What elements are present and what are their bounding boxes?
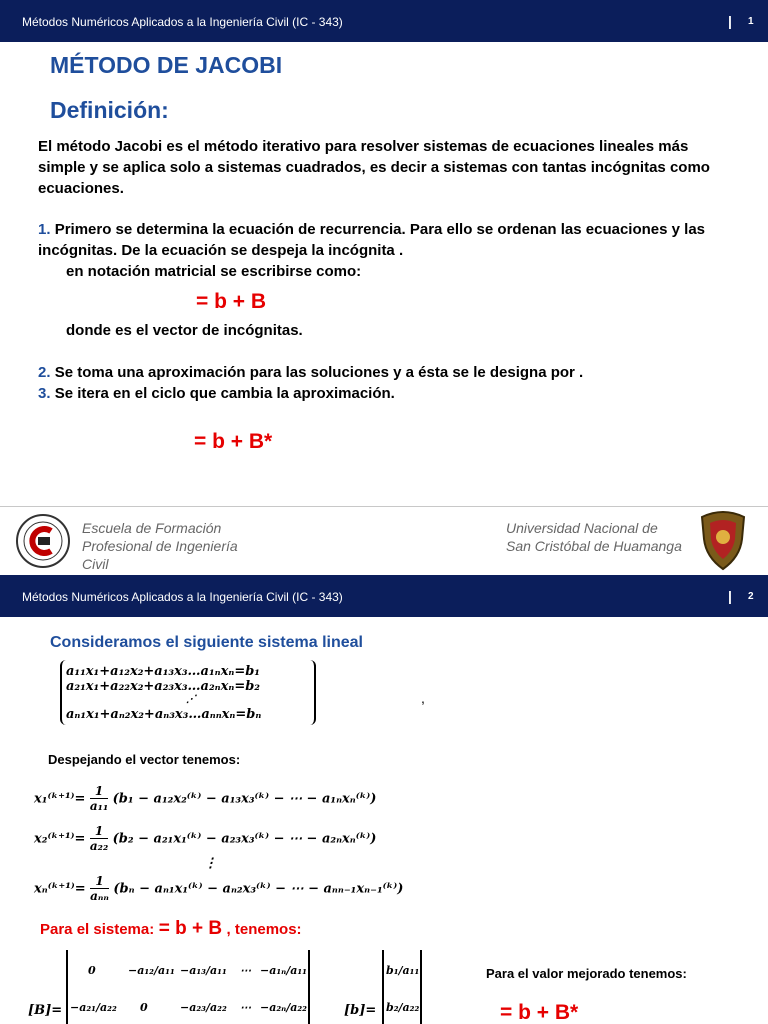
page-number-2: 2 (748, 591, 754, 602)
iteration-eq-n (34, 874, 403, 903)
matrix-B-label: [B]= (28, 1003, 63, 1018)
page-number: 1 (748, 16, 754, 27)
slide-title: MÉTODO DE JACOBI (50, 52, 283, 78)
para-el-sistema-line (40, 918, 302, 940)
B-r2-c5: −a₂ₙ/a₂₂ (260, 1001, 307, 1014)
B-r1-c2: −a₁₂/a₁₁ (128, 964, 175, 977)
B-r1-c4: ⋯ (240, 964, 251, 977)
footer-faculty (82, 519, 238, 573)
step-3-number: 3. (38, 385, 51, 402)
iter-2-num: 1 (90, 824, 108, 839)
B-r2-c2: 0 (140, 1001, 148, 1014)
slide2-header-bar (0, 575, 768, 617)
iter-2-den: a₂₂ (89, 839, 109, 853)
system-dots: ⋰ (186, 694, 196, 705)
B-r1-c3: −a₁₃/a₁₁ (180, 964, 227, 977)
para-el-sistema-label: Para el sistema: (40, 921, 155, 938)
system-row-2: a₂₁x₁+a₂₂x₂+a₂₃x₃…a₂ₙxₙ=b₂ (66, 679, 261, 694)
intro-paragraph: El método Jacobi es el método iterativo para resolver sistemas de ecuaciones lineales más simple y se aplica solo a sistemas cuadrados, es decir a sistemas con tantas incógnitas como ecuaciones. (38, 138, 710, 197)
para-el-sistema-formula: = b + B (158, 918, 223, 939)
faculty-seal-logo (16, 511, 70, 576)
step-1 (38, 219, 728, 261)
footer-divider (0, 506, 768, 507)
iter-1-num: 1 (90, 784, 108, 799)
footer-university (506, 519, 682, 555)
iter-2-rhs: (b₂ − a₂₁x₁⁽ᵏ⁾ − a₂₃x₃⁽ᵏ⁾ − ⋯ − a₂ₙxₙ⁽ᵏ⁾) (112, 831, 377, 847)
iter-1-fraction (90, 784, 108, 813)
para-el-sistema-tenemos: , tenemos: (226, 921, 302, 938)
donde-text: donde es el vector de incógnitas. (66, 322, 303, 339)
iteration-eq-1 (34, 784, 376, 813)
header-separator: | (728, 13, 732, 29)
slide1-header-bar (0, 0, 768, 42)
iter-n-rhs: (bₙ − aₙ₁x₁⁽ᵏ⁾ − aₙ₂x₃⁽ᵏ⁾ − ⋯ − aₙₙ₋₁xₙ₋₁⁽ᵏ⁾) (113, 881, 404, 897)
step-1-number: 1. (38, 221, 51, 238)
iteration-vdots: ⋮ (204, 856, 217, 871)
step-2-text: Se toma una aproximación para las soluciones y a ésta se le designa por . (54, 364, 584, 381)
footer-faculty-line-1: Escuela de Formación (82, 520, 222, 536)
iter-1-lhs: x₁⁽ᵏ⁺¹⁾= (34, 791, 86, 807)
iter-n-fraction (90, 874, 109, 903)
step-2-number: 2. (38, 364, 51, 381)
system-comma: , (421, 690, 425, 706)
footer-faculty-line-3: Civil (82, 556, 109, 572)
B-r2-c3: −a₂₃/a₂₂ (180, 1001, 227, 1014)
B-r1-c1: 0 (88, 964, 96, 977)
step-3-text: Se itera en el ciclo que cambia la aproximación. (54, 385, 395, 402)
formula-recurrence: = b + B (196, 290, 267, 313)
b-r1: b₁/a₁₁ (386, 964, 420, 977)
iter-n-den: aₙₙ (90, 889, 109, 903)
step-3 (38, 383, 728, 404)
footer-university-line-2: San Cristóbal de Huamanga (506, 538, 682, 554)
b-r2: b₂/a₂₂ (386, 1001, 420, 1014)
B-r1-c5: −a₁ₙ/a₁₁ (260, 964, 307, 977)
B-r2-c1: −a₂₁/a₂₂ (70, 1001, 117, 1014)
section-subtitle: Definición: (50, 97, 169, 123)
footer-university-line-1: Universidad Nacional de (506, 520, 658, 536)
course-title-2: Métodos Numéricos Aplicados a la Ingeniería Civil (IC - 343) (22, 590, 343, 604)
course-title: Métodos Numéricos Aplicados a la Ingeniería Civil (IC - 343) (22, 15, 343, 29)
iter-1-rhs: (b₁ − a₁₂x₂⁽ᵏ⁾ − a₁₃x₃⁽ᵏ⁾ − ⋯ − a₁ₙxₙ⁽ᵏ⁾) (112, 791, 377, 807)
despejando-text: Despejando el vector tenemos: (48, 752, 241, 767)
header-separator-2: | (728, 588, 732, 604)
iteration-eq-2 (34, 824, 376, 853)
iter-n-lhs: xₙ⁽ᵏ⁺¹⁾= (34, 881, 86, 897)
mejorado-text: Para el valor mejorado tenemos: (486, 966, 687, 981)
footer-faculty-line-2: Profesional de Ingeniería (82, 538, 238, 554)
system-heading: Consideramos el siguiente sistema lineal (50, 634, 363, 651)
formula-iteration: = b + B* (194, 430, 273, 453)
B-r2-c4: ⋯ (240, 1001, 251, 1014)
iter-2-fraction (90, 824, 108, 853)
university-crest-logo (698, 509, 748, 576)
system-row-1: a₁₁x₁+a₁₂x₂+a₁₃x₃…a₁ₙxₙ=b₁ (66, 664, 261, 679)
step-1-subtext: en notación matricial se escribirse como: (66, 263, 362, 280)
vector-b-label: [b]= (344, 1003, 377, 1018)
iter-n-num: 1 (90, 874, 109, 889)
formula-final: = b + B* (500, 1001, 579, 1024)
iter-2-lhs: x₂⁽ᵏ⁺¹⁾= (34, 831, 86, 847)
step-1-text: Primero se determina la ecuación de recurrencia. Para ello se ordenan las ecuaciones y las incógnitas. De la ecuación se despeja la incógnita . (38, 221, 705, 259)
iter-1-den: a₁₁ (89, 799, 109, 813)
system-row-n: aₙ₁x₁+aₙ₂x₂+aₙ₃x₃…aₙₙxₙ=bₙ (66, 707, 262, 722)
step-2 (38, 362, 728, 383)
